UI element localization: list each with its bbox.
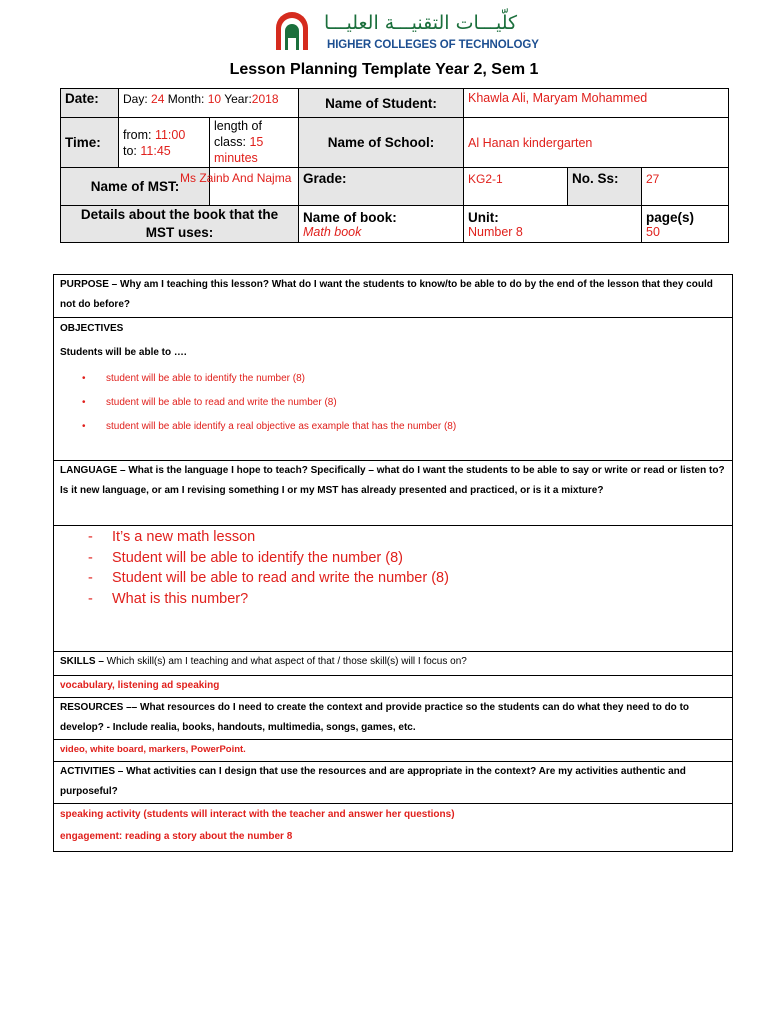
purpose-section	[54, 275, 732, 319]
school-name-value: Al Hanan kindergarten	[464, 118, 729, 168]
pages-cell	[642, 206, 729, 243]
book-name-cell	[299, 206, 464, 243]
skills-question: Which skill(s) am I teaching and what aspect of that / those skill(s) will I focus on?	[103, 656, 467, 667]
activity-item: engagement: reading a story about the number 8	[60, 831, 293, 842]
date-value: Day: 24 Month: 10 Year:2018	[119, 89, 299, 118]
language-item: - Student will be able to identify the number (8)	[60, 548, 726, 569]
purpose-question: PURPOSE – Why am I teaching this lesson? What do I want the students to know/to be able to do by the end of the lesson that they could not do before?	[60, 279, 713, 310]
skills-section	[54, 651, 732, 675]
language-item: - Student will be able to read and write the number (8)	[60, 568, 726, 589]
no-ss-label: No. Ss:	[568, 168, 642, 206]
pages-label: page(s)	[646, 209, 695, 225]
objectives-section	[54, 317, 732, 460]
language-item: - What is this number?	[60, 589, 726, 610]
no-ss-value: 27	[642, 168, 729, 206]
book-details-label: Details about the book that the MST uses:	[61, 206, 299, 243]
unit-label: Unit:	[468, 209, 499, 225]
time-label: Time:	[61, 118, 119, 168]
language-answers	[54, 525, 732, 651]
activity-item: speaking activity (students will interact with the teacher and answer her questions)	[60, 809, 455, 820]
hct-logo	[272, 12, 539, 54]
student-name-value: Khawla Ali, Maryam Mohammed	[464, 89, 729, 118]
activities-question: ACTIVITIES – What activities can I design that use the resources and are appropriate in the context? Are my activities authentic and purposeful?	[60, 766, 686, 797]
activities-section	[54, 761, 732, 805]
hct-emblem-icon	[272, 12, 312, 52]
skills-title: SKILLS –	[60, 656, 104, 667]
objectives-title: OBJECTIVES	[60, 323, 124, 334]
objective-item: • student will be able identify a real objective as example that has the number (8)	[60, 415, 726, 439]
time-value: from: 11:00 to: 11:45	[119, 118, 210, 168]
objectives-intro: Students will be able to ….	[60, 347, 187, 358]
resources-question: RESOURCES –– What resources do I need to create the context and provide practice so the students can do what they need to do to develop? - Include realia, books, handouts, multimedia, songs, games, etc.	[60, 702, 690, 733]
class-length: length of class: 15 minutes	[210, 118, 299, 168]
objective-item: • student will be able to read and write the number (8)	[60, 391, 726, 415]
logo-english-text: HIGHER COLLEGES OF TECHNOLOGY	[327, 39, 539, 51]
objective-item: • student will be able to identify the number (8)	[60, 367, 726, 391]
language-section	[54, 460, 732, 525]
mst-name-value: Ms Zainb And Najma	[210, 168, 299, 206]
skills-answer-row	[54, 675, 732, 697]
student-name-label: Name of Student:	[299, 89, 464, 118]
logo-arabic-text: كلّيـــات التقنيـــة العليـــا	[324, 12, 518, 34]
unit-value: Number 8	[468, 224, 523, 239]
page-title: Lesson Planning Template Year 2, Sem 1	[229, 61, 539, 78]
date-label: Date:	[61, 89, 119, 118]
grade-label: Grade:	[299, 168, 464, 206]
school-name-label: Name of School:	[299, 118, 464, 168]
activities-answers	[54, 803, 732, 851]
resources-answer: video, white board, markers, PowerPoint.	[60, 744, 246, 755]
book-name-label: Name of book:	[303, 209, 397, 225]
lesson-info-table	[60, 88, 729, 243]
resources-answer-row	[54, 739, 732, 761]
lesson-plan-box	[53, 274, 733, 852]
language-item: - It’s a new math lesson	[60, 527, 726, 548]
resources-section	[54, 697, 732, 739]
pages-value: 50	[646, 224, 660, 239]
unit-cell	[464, 206, 642, 243]
mst-name-label: Name of MST:	[61, 168, 210, 206]
language-question: LANGUAGE – What is the language I hope to teach? Specifically – what do I want the students to be able to say or write or read or listen to? Is it new language, or am I revising something I or my MST has already presented and practiced, or is it a mixture?	[60, 465, 725, 496]
grade-value: KG2-1	[464, 168, 568, 206]
book-name-value: Math book	[303, 224, 362, 239]
skills-answer: vocabulary, listening ad speaking	[60, 680, 220, 691]
